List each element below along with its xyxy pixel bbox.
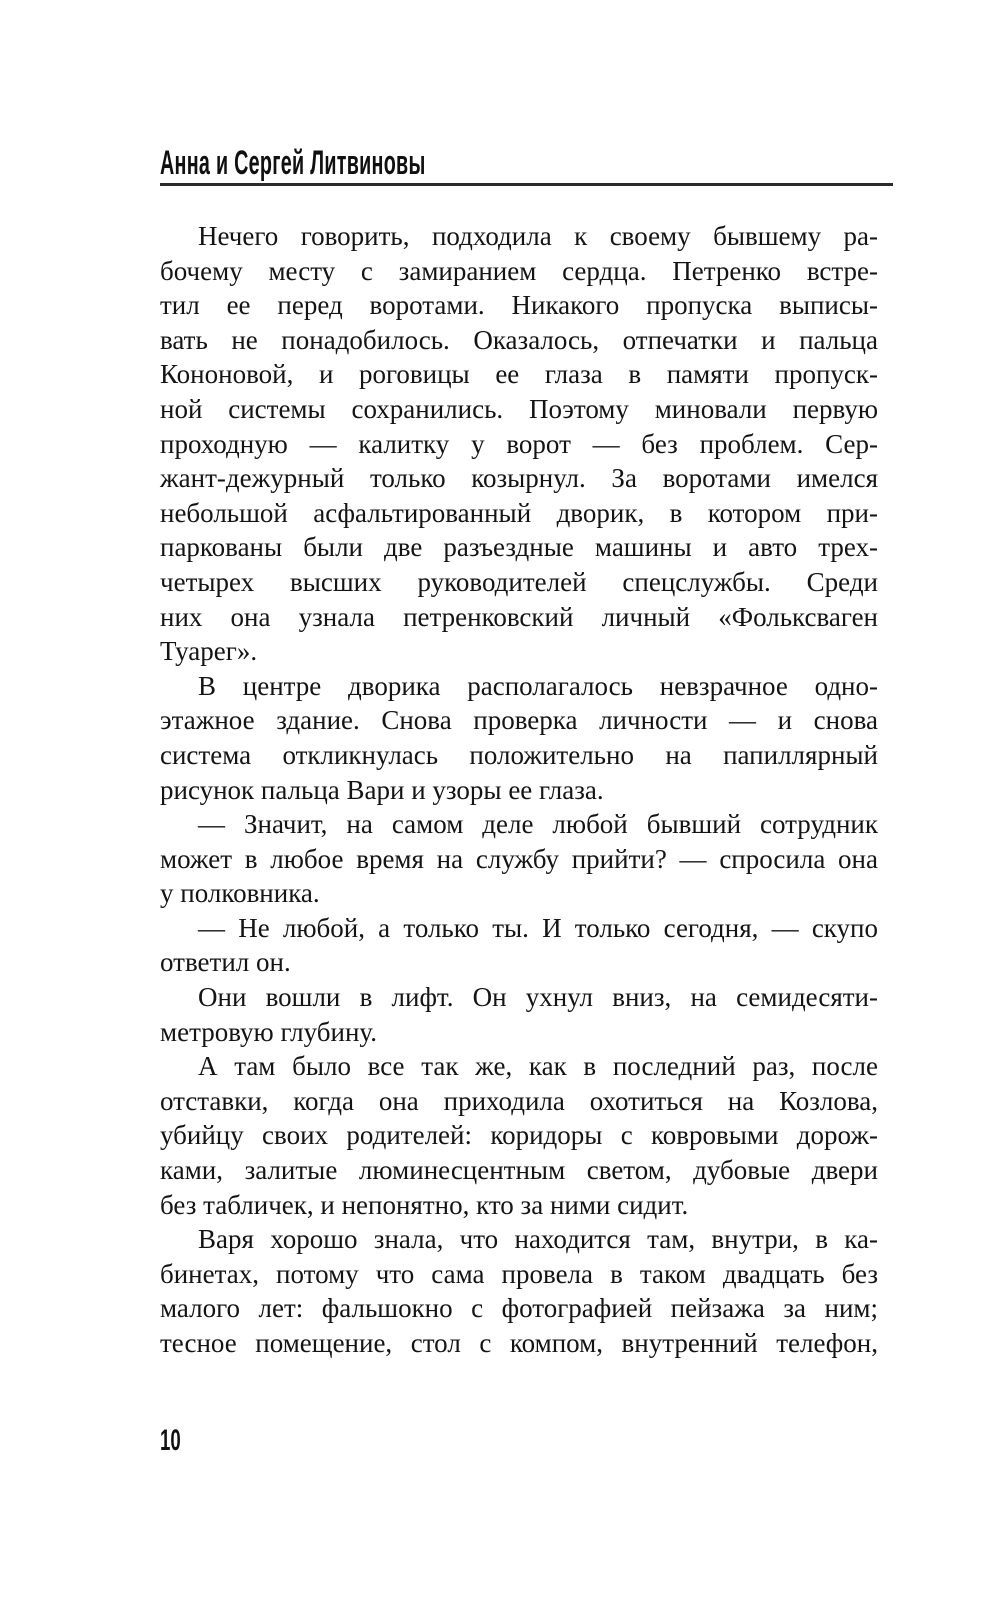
text-line: них она узнала петренковский личный «Фольксваген	[160, 601, 878, 632]
text-line: без табличек, и непонятно, кто за ними сидит.	[160, 1189, 689, 1220]
text-line: система откликнулась положительно на папиллярный	[160, 739, 878, 770]
body-text	[160, 219, 878, 1361]
page-number	[160, 1424, 193, 1458]
text-line: Варя хорошо знала, что находится там, внутри, в ка-	[198, 1224, 878, 1255]
text-line: у полковника.	[160, 878, 320, 909]
text-line: жант-дежурный только козырнул. За воротами имелся	[160, 463, 878, 494]
text-line: Туарег».	[160, 636, 258, 667]
text-line: рисунок пальца Вари и узоры ее глаза.	[160, 774, 604, 805]
header-rule	[160, 183, 893, 186]
text-line: паркованы были две разъездные машины и авто трех-	[160, 532, 878, 563]
text-line: тесное помещение, стол с компом, внутренний телефон,	[160, 1328, 878, 1358]
text-line: может в любое время на службу прийти? — спросила она	[160, 843, 878, 874]
text-line: бинетах, потому что сама провела в таком двадцать без	[160, 1258, 878, 1289]
text-line: Они вошли в лифт. Он ухнул вниз, на семидесяти-	[198, 982, 878, 1013]
text-line: убийцу своих родителей: коридоры с ковровыми дорож-	[160, 1120, 878, 1151]
text-line: — Значит, на самом деле любой бывший сотрудник	[198, 809, 878, 840]
text-line: небольшой асфальтированный дворик, в котором при-	[160, 497, 878, 528]
text-line: метровую глубину.	[160, 1016, 377, 1047]
text-line: бочему месту с замиранием сердца. Петренко встре-	[160, 255, 878, 286]
page-number-text: 10	[160, 1424, 181, 1457]
text-line: В центре дворика располагалось невзрачное одно-	[198, 670, 878, 701]
text-line: вать не понадобилось. Оказалось, отпечатки и пальца	[160, 324, 878, 355]
text-line: А там было все так же, как в последний раз, после	[198, 1051, 878, 1082]
text-line: — Не любой, а только ты. И только сегодня, — скупо	[198, 912, 878, 943]
text-line: четырех высших руководителей спецслужбы. Среди	[160, 566, 878, 597]
text-line: Нечего говорить, подходила к своему бывшему ра-	[198, 221, 878, 251]
text-line: проходную — калитку у ворот — без проблем. Сер-	[160, 428, 878, 459]
text-line: тил ее перед воротами. Никакого пропуска выписы-	[160, 290, 878, 321]
text-line: Кононовой, и роговицы ее глаза в памяти пропуск-	[160, 359, 878, 390]
text-line: этажное здание. Снова проверка личности — и снова	[160, 705, 878, 736]
running-header	[160, 144, 618, 183]
text-line: ной системы сохранились. Поэтому миновали первую	[160, 393, 878, 424]
text-line: ответил он.	[160, 947, 291, 978]
text-line: ками, залитые люминесцентным светом, дубовые двери	[160, 1155, 878, 1186]
running-header-text: Анна и Сергей Литвиновы	[160, 144, 426, 182]
text-line: малого лет: фальшокно с фотографией пейзажа за ним;	[160, 1293, 878, 1324]
text-line: отставки, когда она приходила охотиться на Козлова,	[160, 1085, 878, 1116]
